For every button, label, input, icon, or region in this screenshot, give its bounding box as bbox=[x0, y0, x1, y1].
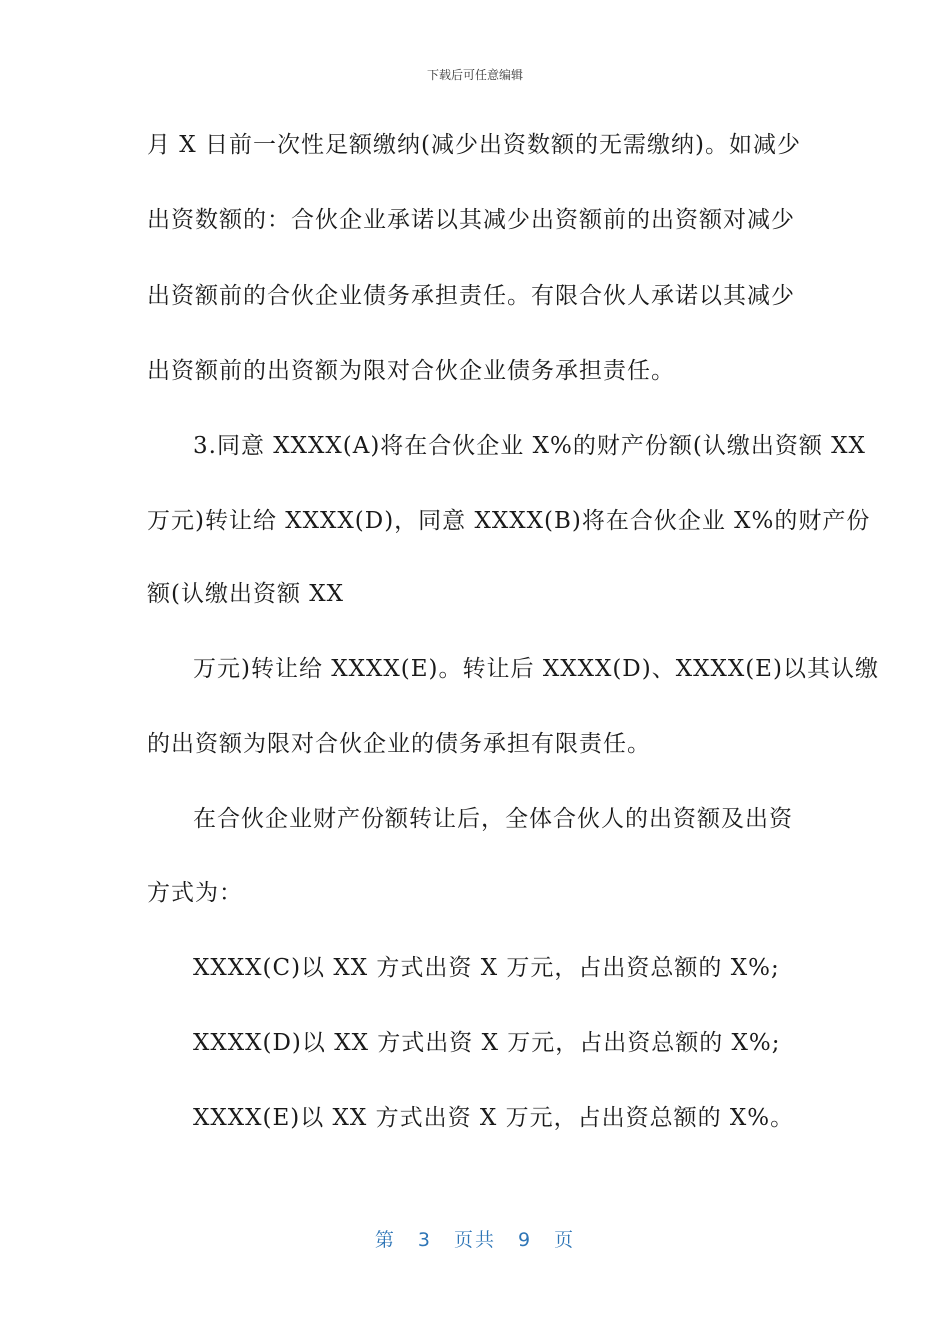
text-line: 万元)转让给 XXXX(E)。转让后 XXXX(D)、XXXX(E)以其认缴 bbox=[193, 656, 879, 682]
text-line: 3.同意 XXXX(A)将在合伙企业 X%的财产份额(认缴出资额 XX bbox=[193, 433, 866, 459]
text-line: 出资额前的出资额为限对合伙企业债务承担责任。 bbox=[147, 358, 675, 384]
text-line: XXXX(E)以 XX 方式出资 X 万元，占出资总额的 X%。 bbox=[193, 1105, 795, 1131]
page-number-footer: 第 3 页共 9 页 bbox=[374, 1229, 576, 1251]
text-line: XXXX(D)以 XX 方式出资 X 万元，占出资总额的 X%; bbox=[193, 1030, 781, 1056]
text-line: 出资数额的：合伙企业承诺以其减少出资额前的出资额对减少 bbox=[147, 207, 795, 233]
text-line: 月 X 日前一次性足额缴纳(减少出资数额的无需缴纳)。如减少 bbox=[147, 132, 801, 158]
text-line: 额(认缴出资额 XX bbox=[147, 581, 345, 607]
text-line: XXXX(C)以 XX 方式出资 X 万元，占出资总额的 X%; bbox=[193, 955, 780, 981]
text-line: 出资额前的合伙企业债务承担责任。有限合伙人承诺以其减少 bbox=[147, 283, 795, 309]
text-line: 的出资额为限对合伙企业的债务承担有限责任。 bbox=[147, 731, 651, 757]
text-line: 在合伙企业财产份额转让后，全体合伙人的出资额及出资 bbox=[193, 806, 793, 832]
text-line: 万元)转让给 XXXX(D)，同意 XXXX(B)将在合伙企业 X%的财产份 bbox=[147, 508, 871, 534]
text-line: 方式为： bbox=[147, 880, 243, 906]
page-header: 下载后可任意编辑 bbox=[426, 68, 523, 82]
